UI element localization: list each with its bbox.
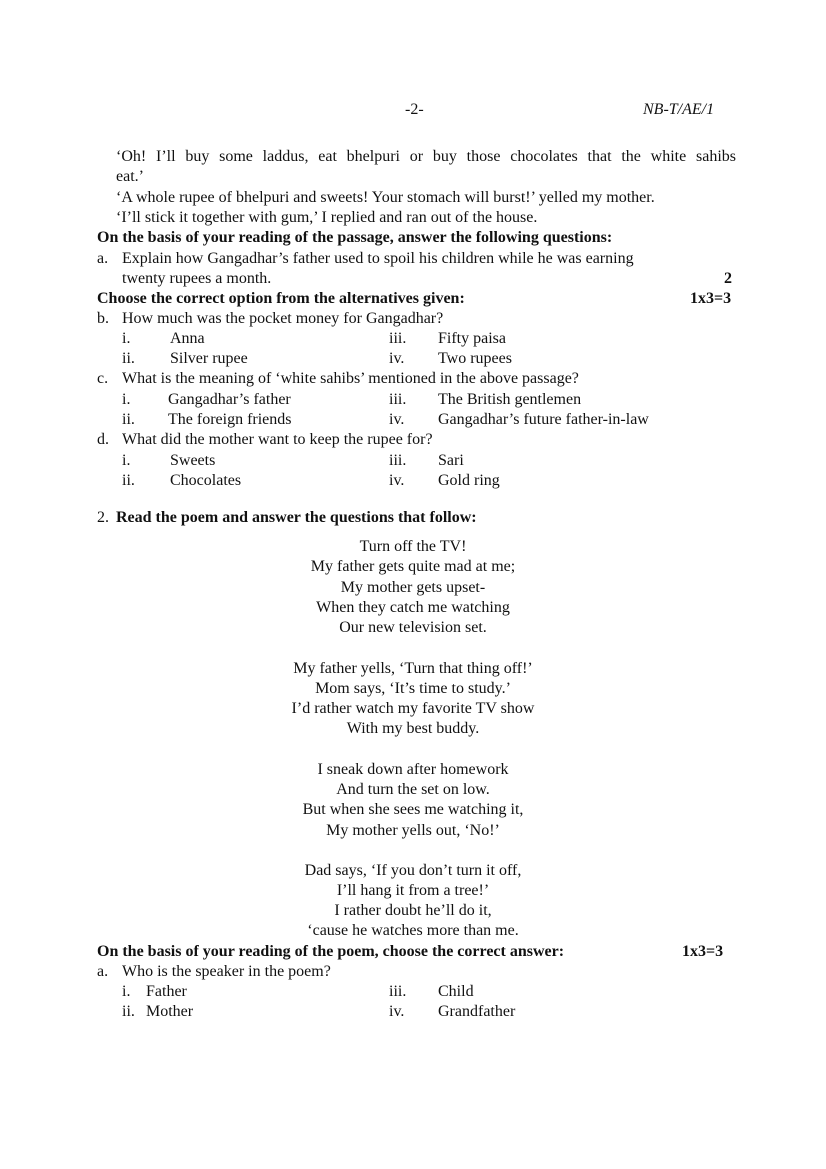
poem-line: When they catch me watching — [316, 599, 510, 616]
question-label: d. — [97, 431, 109, 448]
option-text: Sweets — [170, 452, 216, 469]
poem-line: I’ll hang it from a tree!’ — [336, 882, 490, 899]
mcq-marks: 1x3=3 — [690, 290, 732, 307]
option-number: i. — [122, 452, 131, 469]
question-label: a. — [97, 963, 109, 980]
option-number: ii. — [122, 350, 135, 367]
option-text: Grandfather — [438, 1003, 516, 1020]
option-number: ii. — [122, 1003, 135, 1020]
option-number: i. — [122, 330, 131, 347]
poem-line: And turn the set on low. — [336, 781, 490, 798]
passage-line: eat.’ — [116, 168, 144, 185]
section2-number: 2. — [97, 509, 109, 526]
option-text: The foreign friends — [168, 411, 292, 428]
poem-line: My mother gets upset- — [340, 579, 486, 596]
option-text: Two rupees — [438, 350, 512, 367]
passage-line: ‘Oh! I’ll buy some laddus, eat bhelpuri or buy those chocolates that the white sahibs — [116, 148, 736, 165]
page-number: -2- — [405, 101, 424, 118]
poem-line: I’d rather watch my favorite TV show — [291, 700, 535, 717]
option-text: The British gentlemen — [438, 391, 582, 408]
paper-code: NB-T/AE/1 — [643, 101, 715, 118]
option-text: Father — [146, 983, 187, 1000]
option-number: iv. — [389, 1003, 405, 1020]
poem-line: I rather doubt he’ll do it, — [334, 902, 492, 919]
option-text: Chocolates — [170, 472, 242, 489]
question-label: a. — [97, 250, 109, 267]
option-text: Gangadhar’s future father-in-law — [438, 411, 649, 428]
option-number: iv. — [389, 411, 405, 428]
option-number: ii. — [122, 411, 135, 428]
mcq-instruction: Choose the correct option from the alternatives given: — [97, 290, 465, 307]
option-number: iv. — [389, 472, 405, 489]
question-text: Explain how Gangadhar’s father used to spoil his children while he was earning — [122, 250, 634, 267]
option-text: Gangadhar’s father — [168, 391, 291, 408]
poem-line: My mother yells out, ‘No!’ — [326, 822, 500, 839]
option-text: Mother — [146, 1003, 194, 1020]
option-number: i. — [122, 983, 131, 1000]
poem-line: My father gets quite mad at me; — [310, 558, 516, 575]
option-number: iii. — [389, 983, 407, 1000]
question-marks: 2 — [724, 270, 732, 287]
question-label: c. — [97, 370, 109, 387]
option-number: iii. — [389, 452, 407, 469]
option-text: Gold ring — [438, 472, 500, 489]
poem-line: I sneak down after homework — [317, 761, 509, 778]
question-text: twenty rupees a month. — [122, 270, 272, 287]
question-text: How much was the pocket money for Gangadhar? — [122, 310, 444, 327]
option-text: Anna — [170, 330, 205, 347]
poem-line: Mom says, ‘It’s time to study.’ — [315, 680, 511, 697]
section2-heading: Read the poem and answer the questions that follow: — [116, 509, 477, 526]
passage-line: ‘I’ll stick it together with gum,’ I replied and ran out of the house. — [116, 209, 538, 226]
section2-instruction: On the basis of your reading of the poem, choose the correct answer: — [97, 943, 565, 960]
poem-line: Dad says, ‘If you don’t turn it off, — [304, 862, 522, 879]
option-number: i. — [122, 391, 131, 408]
option-number: iii. — [389, 330, 407, 347]
poem-line: Turn off the TV! — [359, 538, 467, 555]
option-text: Child — [438, 983, 474, 1000]
question-text: What did the mother want to keep the rupee for? — [122, 431, 433, 448]
option-text: Sari — [438, 452, 464, 469]
question-label: b. — [97, 310, 109, 327]
option-number: ii. — [122, 472, 135, 489]
option-number: iii. — [389, 391, 407, 408]
poem-line: ‘cause he watches more than me. — [307, 922, 519, 939]
poem-line: With my best buddy. — [346, 720, 480, 737]
section1-instruction: On the basis of your reading of the passage, answer the following questions: — [97, 229, 613, 246]
question-text: Who is the speaker in the poem? — [122, 963, 331, 980]
option-text: Fifty paisa — [438, 330, 506, 347]
section2-marks: 1x3=3 — [682, 943, 724, 960]
option-text: Silver rupee — [170, 350, 248, 367]
poem-line: My father yells, ‘Turn that thing off!’ — [293, 660, 533, 677]
option-number: iv. — [389, 350, 405, 367]
poem-line: But when she sees me watching it, — [302, 801, 524, 818]
question-text: What is the meaning of ‘white sahibs’ mentioned in the above passage? — [122, 370, 579, 387]
passage-line: ‘A whole rupee of bhelpuri and sweets! Your stomach will burst!’ yelled my mother. — [116, 189, 655, 206]
poem-line: Our new television set. — [339, 619, 487, 636]
